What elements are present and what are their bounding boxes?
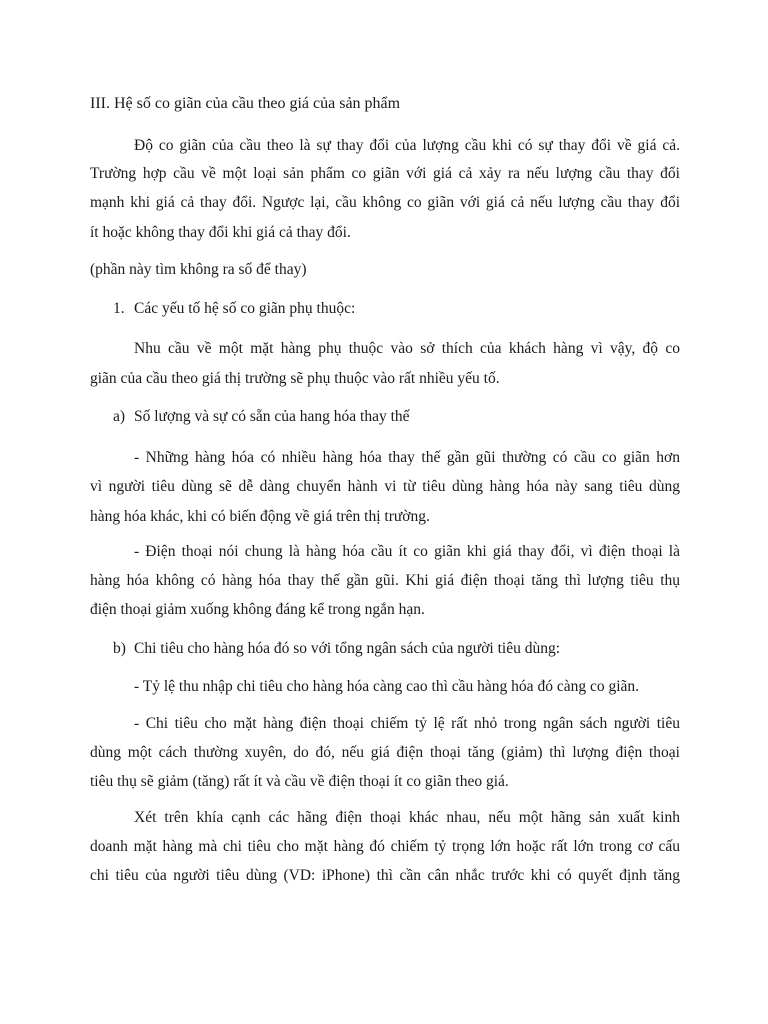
intro-line: Độ co giãn của cầu theo là sự thay đổi của lượng cầu khi có sự thay đổi về giá cả. xyxy=(134,137,680,154)
section-heading: III. Hệ số co giãn của cầu theo giá của sản phẩm xyxy=(90,95,401,112)
body-line: hàng hóa không có hàng hóa thay thế gần gũi. Khi giá điện thoại tăng thì lượng tiêu thụ xyxy=(90,572,680,589)
body-line: dùng một cách thường xuyên, do đó, nếu giá điện thoại tăng (giảm) thì lượng điện thoại xyxy=(90,744,680,761)
body-line: - Điện thoại nói chung là hàng hóa cầu ít co giãn khi giá thay đổi, vì điện thoại là xyxy=(134,543,680,560)
intro-line: Trường hợp cầu về một loại sản phẩm co giãn với giá cả xảy ra nếu lượng cầu thay đổi xyxy=(90,165,680,182)
body-line: - Chi tiêu cho mặt hàng điện thoại chiếm tỷ lệ rất nhỏ trong ngân sách người tiêu xyxy=(134,715,680,732)
note-text: (phần này tìm không ra số để thay) xyxy=(90,261,307,278)
list-number: 1. xyxy=(113,300,125,317)
list-item-label: Số lượng và sự có sẵn của hang hóa thay thế xyxy=(134,408,410,425)
intro-line: mạnh khi giá cả thay đổi. Ngược lại, cầu không co giãn với giá cả nếu lượng cầu thay đổi xyxy=(90,194,680,211)
body-line: - Tỷ lệ thu nhập chi tiêu cho hàng hóa càng cao thì cầu hàng hóa đó càng co giãn. xyxy=(134,678,640,695)
body-line: hàng hóa khác, khi có biến động về giá trên thị trường. xyxy=(90,508,430,525)
list-item-label: Chi tiêu cho hàng hóa đó so với tổng ngân sách của người tiêu dùng: xyxy=(134,640,561,657)
list-marker: b) xyxy=(113,640,126,657)
intro-line: ít hoặc không thay đổi khi giá cả thay đổi. xyxy=(90,224,351,241)
list-marker: a) xyxy=(113,408,126,425)
body-line: doanh mặt hàng mà chi tiêu cho mặt hàng đó chiếm tỷ trọng lớn hoặc rất lớn trong cơ cấu xyxy=(90,838,680,855)
body-line: Xét trên khía cạnh các hãng điện thoại khác nhau, nếu một hãng sản xuất kinh xyxy=(134,809,680,826)
body-line: giãn của cầu theo giá thị trường sẽ phụ thuộc vào rất nhiều yếu tố. xyxy=(90,370,500,387)
body-line: tiêu thụ sẽ giảm (tăng) rất ít và cầu về điện thoại ít co giãn theo giá. xyxy=(90,773,509,790)
body-line: - Những hàng hóa có nhiều hàng hóa thay thế gần gũi thường có cầu co giãn hơn xyxy=(134,449,680,466)
body-line: chi tiêu của người tiêu dùng (VD: iPhone) thì cần cân nhắc trước khi có quyết định tăng xyxy=(90,867,680,884)
body-line: điện thoại giảm xuống không đáng kể trong ngắn hạn. xyxy=(90,601,425,618)
list-item-label: Các yếu tố hệ số co giãn phụ thuộc: xyxy=(134,300,356,317)
body-line: vì người tiêu dùng sẽ dễ dàng chuyển hành vi từ tiêu dùng hàng hóa này sang tiêu dùng xyxy=(90,478,680,495)
body-line: Nhu cầu về một mặt hàng phụ thuộc vào sở thích của khách hàng vì vậy, độ co xyxy=(134,340,680,357)
